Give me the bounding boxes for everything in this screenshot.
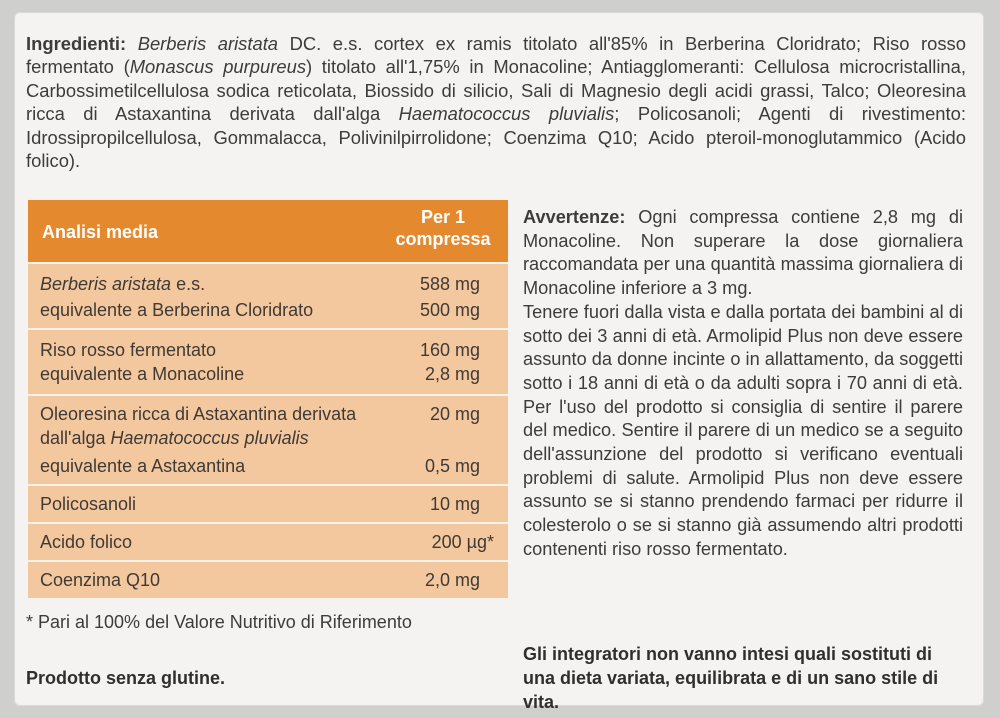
gluten-free-note: Prodotto senza glutine.: [26, 668, 226, 688]
header-value-line: compressa: [395, 229, 491, 249]
row-name: [40, 272, 205, 296]
table-header: [28, 200, 508, 262]
ingredients-paragraph: [26, 32, 966, 172]
table-row: [28, 560, 508, 598]
warnings-label: Avvertenze:: [523, 207, 626, 227]
row-subname: equivalente a Monacoline: [40, 364, 245, 384]
row-subvalue: 500 mg: [419, 300, 480, 320]
ingredient-text: Monascus purpureus: [129, 56, 307, 78]
row-name-line2: [40, 426, 309, 450]
nutrition-table: [28, 200, 508, 598]
row-name: Oleoresina ricca di Astaxantina derivata: [40, 404, 357, 424]
table-row: [28, 394, 508, 484]
row-value: 200 µg*: [431, 532, 494, 552]
table-row: [28, 328, 508, 394]
row-name: Policosanoli: [40, 494, 137, 514]
warnings-paragraph: [523, 206, 963, 562]
row-value: 10 mg: [429, 494, 480, 514]
row-name: Acido folico: [40, 532, 133, 552]
table-row: [28, 484, 508, 522]
table-row: [28, 262, 508, 328]
row-value: 2,0 mg: [424, 570, 480, 590]
row-subvalue: 2,8 mg: [424, 364, 480, 384]
closing-statement: Gli integratori non vanno intesi quali sostituti di una dieta variata, equilibrata e di un sano stile di vita.: [523, 644, 939, 712]
warnings-text: Ogni compressa contiene 2,8 mg di Monacoline. Non superare la dose giornaliera raccomandata per una quantità massima giornaliera di Monacoline inferiore a 3 mg.: [523, 207, 963, 299]
ingredient-text: Haematococcus pluvialis: [398, 103, 615, 125]
row-subname: equivalente a Berberina Cloridrato: [40, 300, 314, 320]
row-value: 20 mg: [429, 404, 480, 424]
row-name: Coenzima Q10: [40, 570, 161, 590]
row-name-part: Berberis aristata: [40, 274, 172, 294]
ingredient-text: ) titolato all'1,75% in Monacoline; Antiagglomeranti: Cellulosa microcristallina, Carbossimetilcellulosa sodica reticolata, Biossido di silicio, Sali di Magnesio degli acidi grassi, Talco; Oleoresina ricca di Astaxantina derivata dall'alga: [26, 56, 966, 125]
row-subname: equivalente a Astaxantina: [40, 456, 246, 476]
warnings-text: Tenere fuori dalla vista e dalla portata dei bambini al di sotto dei 3 anni di età. Armolipid Plus non deve essere assunto da donne incinte o in allattamento, da soggetti sotto i 18 anni di età o da adulti sopra i 70 anni di età. Per l'uso del prodotto si consiglia di sentire il parere del medico. Sentire il parere di un medico se a seguito dell'assunzione del prodotto si verificano eventuali problemi di salute. Armolipid Plus non deve essere assunto se si stanno prendendo farmaci per ridurre il colesterolo o se si stanno già assumendo altri prodotti contenenti riso rosso fermentato.: [523, 301, 963, 559]
ingredients-label: Ingredienti:: [26, 33, 127, 54]
table-row: [28, 522, 508, 560]
row-name-part: Haematococcus pluvialis: [110, 428, 309, 448]
footnote: * Pari al 100% del Valore Nutritivo di Riferimento: [26, 612, 412, 632]
row-value: 160 mg: [419, 340, 480, 360]
header-value-line: Per 1: [420, 207, 466, 227]
header-name: Analisi media: [42, 222, 159, 242]
ingredient-text: Berberis aristata: [137, 33, 279, 54]
row-name: Riso rosso fermentato: [40, 340, 217, 360]
row-value: 588 mg: [419, 274, 480, 294]
row-name-part: e.s.: [171, 274, 206, 294]
row-name-part: dall'alga: [40, 428, 111, 448]
row-subvalue: 0,5 mg: [424, 456, 480, 476]
ingredient-text: ; Policosanoli; Agenti di rivestimento: Idrossipropilcellulosa, Gommalacca, Polivinilpirrolidone; Coenzima Q10; Acido pteroil-monoglutammico (Acido folico).: [26, 103, 966, 172]
ingredient-text: DC. e.s. cortex ex ramis titolato all'85% in Berberina Cloridrato; Riso rosso fermentato (: [26, 33, 966, 78]
header-value: [388, 206, 498, 250]
